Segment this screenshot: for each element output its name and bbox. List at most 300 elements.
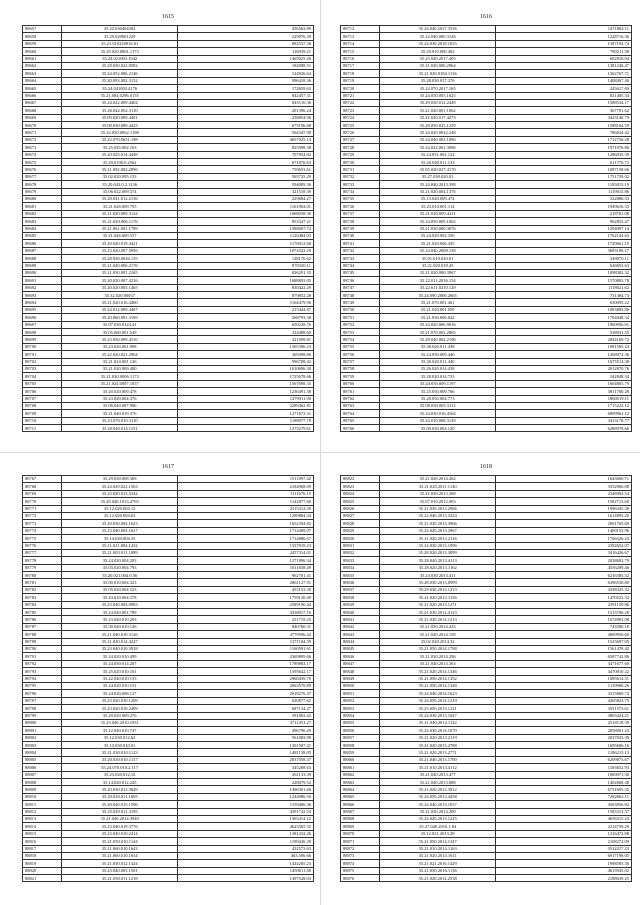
- cadastral-value: 3471677.60: [496, 660, 632, 667]
- row-id: 88815: [23, 830, 62, 837]
- row-id: 88805: [23, 756, 62, 763]
- table-row: [341, 262, 632, 269]
- cadastral-number: 35.12.040.010.747: [62, 727, 178, 734]
- cadastral-value: 1164479.96: [178, 299, 314, 306]
- table-row: [23, 845, 314, 852]
- cadastral-value: 594009.36: [178, 181, 314, 188]
- cadastral-value: 1643660.71: [496, 476, 632, 483]
- cadastral-number: 35.30.020.011.438: [380, 343, 496, 350]
- table-row: [341, 107, 632, 114]
- table-row: [23, 262, 314, 269]
- table-row: [23, 572, 314, 579]
- table-row: [23, 682, 314, 689]
- row-id: 88796: [23, 690, 62, 697]
- row-id: 88694: [23, 299, 62, 306]
- table-row: [23, 498, 314, 505]
- row-id: 88809: [23, 786, 62, 793]
- cadastral-value: 3315869.74: [496, 690, 632, 697]
- cadastral-number: 35.28.020.2013.3099: [380, 549, 496, 556]
- table-row: [23, 92, 314, 99]
- cadastral-value: 786034.42: [496, 129, 632, 136]
- cadastral-number: 35.20.0196.0.2562: [62, 159, 178, 166]
- row-id: 88852: [341, 697, 380, 704]
- row-id: 88724: [341, 114, 380, 121]
- table-row: [341, 653, 632, 660]
- table-row: [341, 351, 632, 358]
- cadastral-number: 35.24.090.2006.2665: [380, 292, 496, 299]
- table-row: [341, 512, 632, 519]
- table-row: [23, 660, 314, 667]
- table-row: [23, 638, 314, 645]
- row-id: 88722: [341, 99, 380, 106]
- cadastral-value: 1996345.38: [496, 505, 632, 512]
- row-id: 88701: [23, 351, 62, 358]
- cadastral-number: 35.21.061.001.1789: [62, 225, 178, 232]
- row-id: 88770: [23, 498, 62, 505]
- table-row: [23, 40, 314, 47]
- cadastral-value: 1766326.23: [496, 535, 632, 542]
- cadastral-number: 35.24.020.002.350: [380, 232, 496, 239]
- table-row: [341, 210, 632, 217]
- cadastral-value: 3711451.27: [178, 719, 314, 726]
- table-row: [23, 601, 314, 608]
- cadastral-number: 35.20.020.007.4216: [62, 277, 178, 284]
- table-row: [341, 70, 632, 77]
- table-row: [341, 823, 632, 830]
- cadastral-value: 4656315.23: [496, 815, 632, 822]
- cadastral-number: 35.28.040.2013.4113: [380, 557, 496, 564]
- table-row: [341, 579, 632, 586]
- table-row: [341, 40, 632, 47]
- table-row: [341, 875, 632, 882]
- cadastral-number: 35.21.040.2014.3940: [62, 815, 178, 822]
- row-id: 88708: [23, 402, 62, 409]
- cadastral-number: 35.21.030.2014.200: [380, 808, 496, 815]
- row-id: 88704: [23, 373, 62, 380]
- cadastral-number: 35.24.029.022.1563: [62, 483, 178, 490]
- table-row: [23, 26, 314, 33]
- cadastral-number: 35.21.020.016.4400: [62, 299, 178, 306]
- table-row: [23, 388, 314, 395]
- cadastral-number: 35.20.030.004.1623: [62, 520, 178, 527]
- cadastral-value: 2038692.79: [496, 557, 632, 564]
- table-row: [23, 395, 314, 402]
- register-table: [340, 475, 632, 882]
- row-id: 88794: [23, 675, 62, 682]
- cadastral-number: 35.23.040.2010.1031: [62, 719, 178, 726]
- cadastral-value: 1582713.60: [496, 498, 632, 505]
- row-id: 88864: [341, 786, 380, 793]
- cadastral-value: 1561478.42: [496, 645, 632, 652]
- cadastral-number: 35.21.030.006.042: [380, 314, 496, 321]
- table-row: [341, 203, 632, 210]
- table-row: [23, 623, 314, 630]
- row-id: 88845: [341, 645, 380, 652]
- cadastral-value: 1751739.02: [496, 173, 632, 180]
- cadastral-number: 35.23.020.007.5956: [62, 247, 178, 254]
- row-id: 88790: [23, 645, 62, 652]
- row-id: 88866: [341, 801, 380, 808]
- cadastral-number: 35.21.021.2016.1429: [380, 860, 496, 867]
- row-id: 88774: [23, 527, 62, 534]
- cadastral-value: 1139960.26: [496, 682, 632, 689]
- row-id: 88784: [23, 601, 62, 608]
- table-row: [341, 166, 632, 173]
- cadastral-number: 35.24.040.2014.1623: [380, 690, 496, 697]
- row-id: 88800: [23, 719, 62, 726]
- cadastral-number: 35.25.020.010.161: [62, 668, 178, 675]
- table-row: [341, 62, 632, 69]
- cadastral-number: 35.21.050.2016.1136: [380, 867, 496, 874]
- row-id: 88744: [341, 262, 380, 269]
- cadastral-value: 215444.87: [178, 306, 314, 313]
- row-id: 88792: [23, 660, 62, 667]
- table-row: [341, 705, 632, 712]
- cadastral-value: 229076.39: [178, 33, 314, 40]
- row-id: 88684: [23, 225, 62, 232]
- cadastral-value: 4470010.22: [496, 668, 632, 675]
- row-id: 88745: [341, 269, 380, 276]
- table-row: [341, 742, 632, 749]
- row-id: 88862: [341, 771, 380, 778]
- table-row: [341, 586, 632, 593]
- cadastral-number: 35.01.010.020.01: [380, 255, 496, 262]
- table-row: [23, 490, 314, 497]
- row-id: 88730: [341, 159, 380, 166]
- cadastral-value: 172659.63: [178, 85, 314, 92]
- row-id: 88876: [341, 875, 380, 882]
- cadastral-value: 826291.35: [178, 269, 314, 276]
- table-row: [23, 535, 314, 542]
- cadastral-value: 840760.31: [178, 623, 314, 630]
- row-id: 88806: [23, 764, 62, 771]
- row-id: 88757: [341, 358, 380, 365]
- register-table: [22, 475, 314, 882]
- table-row: [23, 823, 314, 830]
- row-id: 88726: [341, 129, 380, 136]
- row-id: 88664: [23, 77, 62, 84]
- table-row: [341, 173, 632, 180]
- table-row: [341, 292, 632, 299]
- row-id: 88751: [341, 314, 380, 321]
- page-top-left: [22, 14, 314, 432]
- table-row: [23, 255, 314, 262]
- cadastral-value: 1083883.86: [496, 306, 632, 313]
- cadastral-number: 35.06.040.087.996: [62, 402, 178, 409]
- row-id: 88847: [341, 660, 380, 667]
- cadastral-value: 2063570.89: [178, 682, 314, 689]
- row-id: 88675: [23, 159, 62, 166]
- row-id: 88721: [341, 92, 380, 99]
- cadastral-number: 35.24.050.009.1062: [380, 218, 496, 225]
- row-id: 88729: [341, 151, 380, 158]
- row-id: 88765: [341, 417, 380, 424]
- cadastral-number: 35.22.611.0210.129: [380, 284, 496, 291]
- table-row: [23, 801, 314, 808]
- cadastral-number: 35.28.930.0026.135: [62, 255, 178, 262]
- row-id: 88804: [23, 749, 62, 756]
- cadastral-value: 3413178.77: [496, 417, 632, 424]
- row-id: 88863: [341, 779, 380, 786]
- cadastral-number: 35.20.040.011.133: [380, 159, 496, 166]
- row-id: 88713: [341, 33, 380, 40]
- row-id: 88683: [23, 218, 62, 225]
- cadastral-value: 1111676.15: [178, 490, 314, 497]
- cadastral-value: 611770.73: [496, 159, 632, 166]
- cadastral-value: 2369809.66: [178, 653, 314, 660]
- row-id: 88691: [23, 277, 62, 284]
- cadastral-value: 780211.38: [496, 48, 632, 55]
- row-id: 88690: [23, 269, 62, 276]
- cadastral-number: 35.24.041003.4176: [62, 85, 178, 92]
- table-row: [341, 247, 632, 254]
- cadastral-number: 35.24.040.002.1096: [380, 136, 496, 143]
- table-row: [23, 756, 314, 763]
- cadastral-number: 35.26.042.002.3110: [62, 107, 178, 114]
- row-id: 88687: [23, 247, 62, 254]
- row-id: 88715: [341, 48, 380, 55]
- row-id: 88778: [23, 557, 62, 564]
- row-id: 88766: [341, 425, 380, 432]
- row-id: 88737: [341, 210, 380, 217]
- cadastral-value: 345208.63: [178, 764, 314, 771]
- table-row: [23, 107, 314, 114]
- row-id: 88749: [341, 299, 380, 306]
- table-row: [23, 277, 314, 284]
- cadastral-value: 1714409.07: [178, 527, 314, 534]
- cadastral-number: 35.21.040.006.2176: [62, 262, 178, 269]
- table-row: [341, 527, 632, 534]
- cadastral-value: 4657025.14: [178, 136, 314, 143]
- row-id: 88795: [23, 682, 62, 689]
- cadastral-value: 996418.36: [178, 77, 314, 84]
- cadastral-value: 116939.21: [178, 48, 314, 55]
- table-row: [23, 292, 314, 299]
- cadastral-number: 35.24.030.2013.1047: [380, 712, 496, 719]
- cadastral-value: 1142877.60: [178, 498, 314, 505]
- row-id: 88680: [23, 195, 62, 202]
- table-row: [23, 122, 314, 129]
- row-id: 88834: [341, 564, 380, 571]
- table-row: [341, 33, 632, 40]
- table-row: [341, 675, 632, 682]
- table-row: [341, 682, 632, 689]
- cadastral-value: 1565396.23: [178, 343, 314, 350]
- row-id: 88663: [23, 70, 62, 77]
- cadastral-value: 1183652.93: [496, 764, 632, 771]
- cadastral-number: 35.30.040.010.126: [62, 623, 178, 630]
- row-id: 88742: [341, 247, 380, 254]
- cadastral-value: 870320.11: [178, 262, 314, 269]
- cadastral-number: 35.21.030.001.2165: [62, 269, 178, 276]
- cadastral-value: 1714886.67: [178, 535, 314, 542]
- table-row: [341, 232, 632, 239]
- cadastral-value: 1513706.28: [496, 609, 632, 616]
- cadastral-number: 35.21.030.2014.4123: [380, 609, 496, 616]
- row-id: 88681: [23, 203, 62, 210]
- cadastral-value: 1160591.61: [178, 645, 314, 652]
- cadastral-value: 2391159.86: [496, 601, 632, 608]
- row-id: 88699: [23, 336, 62, 343]
- row-id: 88673: [23, 144, 62, 151]
- cadastral-value: 2346994.54: [496, 490, 632, 497]
- cadastral-number: 35.21.030.2013.3966: [380, 520, 496, 527]
- row-id: 88712: [341, 26, 380, 33]
- cadastral-number: 35.22.040.000.3126: [380, 33, 496, 40]
- cadastral-number: 35.28.030.022.0582: [62, 62, 178, 69]
- cadastral-value: 1712756.28: [496, 136, 632, 143]
- cadastral-number: 35.24.050.009.1197: [380, 380, 496, 387]
- row-id: 88780: [23, 572, 62, 579]
- cadastral-number: 35.21.024.001.126: [62, 358, 178, 365]
- table-row: [341, 195, 632, 202]
- row-id: 88857: [341, 734, 380, 741]
- cadastral-number: 35.21.010220016.01: [62, 40, 178, 47]
- cadastral-value: 830422.29: [178, 284, 314, 291]
- row-id: 88779: [23, 564, 62, 571]
- row-id: 88842: [341, 623, 380, 630]
- row-id: 88783: [23, 594, 62, 601]
- table-row: [341, 299, 632, 306]
- cadastral-number: 35.08.030.089.4423: [62, 122, 178, 129]
- table-row: [341, 343, 632, 350]
- cadastral-number: 35.21.020.2013.1156: [380, 594, 496, 601]
- cadastral-number: 35.24.020.004.203: [62, 557, 178, 564]
- table-row: [341, 329, 632, 336]
- cadastral-value: 1949616.33: [496, 203, 632, 210]
- cadastral-value: 687134.27: [178, 705, 314, 712]
- row-id: 88682: [23, 210, 62, 217]
- cadastral-number: 35.07.030.0124.41: [62, 321, 178, 328]
- cadastral-number: 35.28.020.014.733: [380, 373, 496, 380]
- cadastral-number: 35.21.010.2014.1163: [380, 845, 496, 852]
- row-id: 88867: [341, 808, 380, 815]
- cadastral-number: 35.21.046.069.537: [62, 232, 178, 239]
- cadastral-value: 1011658.49: [178, 564, 314, 571]
- row-id: 88786: [23, 616, 62, 623]
- cadastral-value: 1074903.08: [496, 616, 632, 623]
- cadastral-number: 35.20.030.012.3049: [62, 786, 178, 793]
- table-row: [341, 623, 632, 630]
- row-id: 88670: [23, 122, 62, 129]
- cadastral-number: 35.28.030.2013.0999: [380, 579, 496, 586]
- row-id: 88843: [341, 631, 380, 638]
- row-id: 88855: [341, 719, 380, 726]
- cadastral-value: 3416426.67: [496, 549, 632, 556]
- cadastral-value: 1183015.19: [496, 181, 632, 188]
- row-id: 88833: [341, 557, 380, 564]
- cadastral-value: 1789883.17: [178, 660, 314, 667]
- table-row: [23, 203, 314, 210]
- row-id: 88706: [23, 388, 62, 395]
- table-row: [23, 380, 314, 387]
- cadastral-number: 35.24.040.2013.1037: [380, 801, 496, 808]
- cadastral-number: 35.24.020.010.499: [62, 653, 178, 660]
- row-id: 88719: [341, 77, 380, 84]
- table-row: [23, 527, 314, 534]
- table-row: [341, 92, 632, 99]
- cadastral-value: 2589190.44: [178, 601, 314, 608]
- cadastral-number: 35.21.040.010.3126: [62, 631, 178, 638]
- table-row: [341, 645, 632, 652]
- cadastral-number: 35.21.020.2013.1271: [380, 601, 496, 608]
- table-row: [341, 380, 632, 387]
- cadastral-number: 35.21.050.2014.1348: [380, 682, 496, 689]
- cadastral-number: 35.24.050.003.1025: [380, 92, 496, 99]
- cadastral-number: 35.21.003.011.1089: [62, 549, 178, 556]
- cadastral-number: 35.21.021.004.1432: [62, 542, 178, 549]
- row-id: 88826: [341, 505, 380, 512]
- cadastral-value: 2861127.91: [178, 579, 314, 586]
- cadastral-value: 564347.98: [178, 129, 314, 136]
- cadastral-value: 124926.64: [178, 70, 314, 77]
- cadastral-number: 35.21.092.002.2896: [62, 166, 178, 173]
- cadastral-number: 35.23.040.004.0983: [62, 601, 178, 608]
- cadastral-value: 7282662.11: [496, 793, 632, 800]
- row-id: 88678: [23, 181, 62, 188]
- cadastral-value: 128176.62: [178, 255, 314, 262]
- row-id: 88821: [23, 875, 62, 882]
- cadastral-number: 35.21.070.002.2865: [380, 329, 496, 336]
- cadastral-value: 2392652.07: [496, 542, 632, 549]
- cadastral-number: 35.21.030.0006.1173: [62, 373, 178, 380]
- table-row: [23, 653, 314, 660]
- table-row: [23, 668, 314, 675]
- cadastral-number: 35.05.020.004.523: [62, 586, 178, 593]
- row-id: 88695: [23, 306, 62, 313]
- cadastral-number: 35.02.020.095.153: [62, 173, 178, 180]
- row-id: 88720: [341, 85, 380, 92]
- row-id: 88838: [341, 594, 380, 601]
- row-id: 88733: [341, 181, 380, 188]
- row-id: 88777: [23, 549, 62, 556]
- cadastral-number: 35.21.030.2013.2966: [380, 505, 496, 512]
- row-id: 88718: [341, 70, 380, 77]
- cadastral-number: 35.12.030.012.62: [62, 734, 178, 741]
- table-row: [23, 358, 314, 365]
- table-row: [341, 306, 632, 313]
- cadastral-value: 2844169.72: [496, 336, 632, 343]
- table-row: [23, 55, 314, 62]
- cadastral-number: 35.22.070.0651.198: [62, 136, 178, 143]
- table-row: [23, 476, 314, 483]
- cadastral-value: 1588534.17: [496, 99, 632, 106]
- cadastral-value: 707854.82: [178, 151, 314, 158]
- cadastral-value: 453153.39: [178, 586, 314, 593]
- cadastral-number: 35.24.040.2013.398: [380, 181, 496, 188]
- cadastral-number: 35.12.020.004.63: [62, 512, 178, 519]
- row-id: 88771: [23, 505, 62, 512]
- cadastral-value: 324488.60: [178, 329, 314, 336]
- table-row: [23, 645, 314, 652]
- table-row: [23, 631, 314, 638]
- table-row: [341, 779, 632, 786]
- cadastral-value: 1244986.50: [178, 793, 314, 800]
- row-id: 88817: [23, 845, 62, 852]
- table-row: [341, 756, 632, 763]
- cadastral-value: 1402668.48: [496, 779, 632, 786]
- horizontal-divider: [0, 452, 640, 453]
- row-id: 88697: [23, 321, 62, 328]
- table-row: [23, 166, 314, 173]
- row-id: 88755: [341, 343, 380, 350]
- cadastral-number: 35.21.030.2013.308: [380, 490, 496, 497]
- cadastral-number: 35.21.040.2014.1142: [380, 719, 496, 726]
- cadastral-number: 35.21.020.006.1176: [62, 218, 178, 225]
- cadastral-number: 35.24.022.009.4402: [62, 99, 178, 106]
- cadastral-number: 35.25.045.002.163: [62, 144, 178, 151]
- table-row: [341, 542, 632, 549]
